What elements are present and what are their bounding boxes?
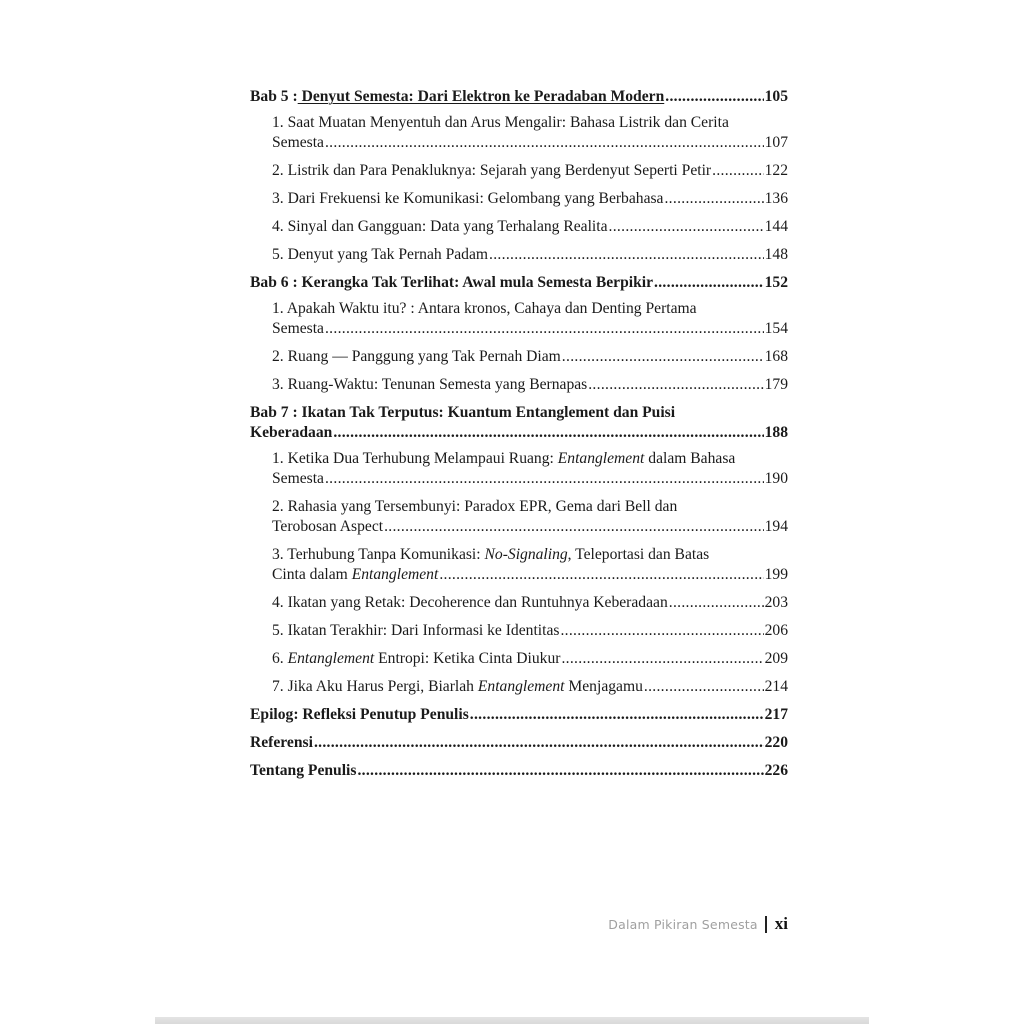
epilog-title: Epilog: Refleksi Penutup Penulis xyxy=(250,706,469,723)
dot-leader xyxy=(669,593,764,613)
footer-book-title: Dalam Pikiran Semesta xyxy=(608,916,758,932)
dot-leader xyxy=(325,319,764,339)
toc-item-title: 1. Apakah Waktu itu? : Antara kronos, Cahaya dan Denting Pertama xyxy=(272,300,697,317)
chapter-6-page: 152 xyxy=(764,274,788,291)
dot-leader xyxy=(384,517,764,537)
dot-leader xyxy=(314,733,764,753)
toc-item-page: 194 xyxy=(764,518,788,535)
chapter-7-title: Bab 7 : Ikatan Tak Terputus: Kuantum Entanglement dan Puisi xyxy=(250,404,676,421)
toc-item-page: 214 xyxy=(764,678,788,695)
referensi-entry[interactable] xyxy=(250,733,788,753)
toc-item-title-cont: Cinta dalam Entanglement xyxy=(272,566,439,583)
toc-item-title: 1. Ketika Dua Terhubung Melampaui Ruang: Entanglement dalam Bahasa xyxy=(272,450,736,467)
chapter-5-entry[interactable] xyxy=(250,87,788,107)
toc-item-title-cont: Semesta xyxy=(272,470,324,487)
toc-item[interactable] xyxy=(250,545,788,585)
toc-item-title: 4. Ikatan yang Retak: Decoherence dan Runtuhnya Keberadaan xyxy=(272,594,668,611)
dot-leader xyxy=(712,161,763,181)
referensi-title: Referensi xyxy=(250,734,313,751)
toc-item-title: 4. Sinyal dan Gangguan: Data yang Terhalang Realita xyxy=(272,218,608,235)
referensi-page: 220 xyxy=(764,734,788,751)
page-edge-shadow xyxy=(155,1017,869,1024)
toc-item[interactable] xyxy=(250,649,788,669)
toc-item-title: 6. Entanglement Entropi: Ketika Cinta Diukur xyxy=(272,650,561,667)
toc-item[interactable] xyxy=(250,161,788,181)
toc-item[interactable] xyxy=(250,677,788,697)
toc-item-page: 144 xyxy=(764,218,788,235)
toc-item-title: 5. Denyut yang Tak Pernah Padam xyxy=(272,246,489,263)
dot-leader xyxy=(644,677,764,697)
chapter-7-page: 188 xyxy=(764,424,788,441)
toc-item[interactable] xyxy=(250,449,788,489)
dot-leader xyxy=(325,469,764,489)
chapter-5-page: 105 xyxy=(764,88,788,105)
toc-item-title: 2. Rahasia yang Tersembunyi: Paradox EPR, Gema dari Bell dan xyxy=(272,498,678,515)
toc-item-title: 2. Listrik dan Para Penakluknya: Sejarah yang Berdenyut Seperti Petir xyxy=(272,162,712,179)
toc-item-page: 154 xyxy=(764,320,788,337)
toc-item[interactable] xyxy=(250,375,788,395)
footer-divider xyxy=(765,916,767,933)
dot-leader xyxy=(325,133,764,153)
toc-item-title: 3. Terhubung Tanpa Komunikasi: No-Signaling, Teleportasi dan Batas xyxy=(272,546,710,563)
toc-item[interactable] xyxy=(250,347,788,367)
toc-item-title-cont: Semesta xyxy=(272,320,324,337)
chapter-5-title: Bab 5 : Denyut Semesta: Dari Elektron ke Peradaban Modern xyxy=(250,88,665,105)
chapter-6-title: Bab 6 : Kerangka Tak Terlihat: Awal mula Semesta Berpikir xyxy=(250,274,654,291)
toc-item[interactable] xyxy=(250,497,788,537)
dot-leader xyxy=(664,189,763,209)
dot-leader xyxy=(333,423,763,443)
chapter-7-entry[interactable] xyxy=(250,403,788,443)
table-of-contents xyxy=(250,87,788,787)
toc-item-title: 7. Jika Aku Harus Pergi, Biarlah Entanglement Menjagamu xyxy=(272,678,643,695)
toc-item-title: 3. Dari Frekuensi ke Komunikasi: Gelombang yang Berbahasa xyxy=(272,190,664,207)
dot-leader xyxy=(470,705,764,725)
chapter-7-title-cont: Keberadaan xyxy=(250,424,333,441)
toc-item-page: 107 xyxy=(764,134,788,151)
toc-item-page: 122 xyxy=(764,162,788,179)
dot-leader xyxy=(609,217,764,237)
toc-item[interactable] xyxy=(250,189,788,209)
toc-item-page: 190 xyxy=(764,470,788,487)
toc-item-title-cont: Semesta xyxy=(272,134,324,151)
toc-item-page: 168 xyxy=(764,348,788,365)
toc-item[interactable] xyxy=(250,245,788,265)
toc-item-page: 148 xyxy=(764,246,788,263)
dot-leader xyxy=(588,375,763,395)
toc-item-title-cont: Terobosan Aspect xyxy=(272,518,384,535)
tentang-penulis-page: 226 xyxy=(764,762,788,779)
toc-item[interactable] xyxy=(250,593,788,613)
toc-item-page: 209 xyxy=(764,650,788,667)
toc-item-title: 2. Ruang — Panggung yang Tak Pernah Diam xyxy=(272,348,561,365)
toc-item-page: 206 xyxy=(764,622,788,639)
footer-page-number: xi xyxy=(774,914,788,933)
toc-item-title: 3. Ruang-Waktu: Tenunan Semesta yang Bernapas xyxy=(272,376,588,393)
toc-item-page: 136 xyxy=(764,190,788,207)
dot-leader xyxy=(560,621,763,641)
toc-item[interactable] xyxy=(250,113,788,153)
dot-leader xyxy=(665,87,763,107)
tentang-penulis-entry[interactable] xyxy=(250,761,788,781)
dot-leader xyxy=(562,347,764,367)
dot-leader xyxy=(654,273,764,293)
toc-item[interactable] xyxy=(250,621,788,641)
chapter-6-entry[interactable] xyxy=(250,273,788,293)
dot-leader xyxy=(439,565,763,585)
toc-item-title: 1. Saat Muatan Menyentuh dan Arus Mengalir: Bahasa Listrik dan Cerita xyxy=(272,114,729,131)
toc-item-page: 199 xyxy=(764,566,788,583)
epilog-entry[interactable] xyxy=(250,705,788,725)
toc-item-page: 203 xyxy=(764,594,788,611)
toc-item[interactable] xyxy=(250,217,788,237)
epilog-page: 217 xyxy=(764,706,788,723)
dot-leader xyxy=(561,649,763,669)
toc-item-title: 5. Ikatan Terakhir: Dari Informasi ke Identitas xyxy=(272,622,560,639)
toc-item-page: 179 xyxy=(764,376,788,393)
dot-leader xyxy=(357,761,763,781)
tentang-penulis-title: Tentang Penulis xyxy=(250,762,357,779)
dot-leader xyxy=(489,245,764,265)
toc-item[interactable] xyxy=(250,299,788,339)
page-footer xyxy=(608,912,788,936)
